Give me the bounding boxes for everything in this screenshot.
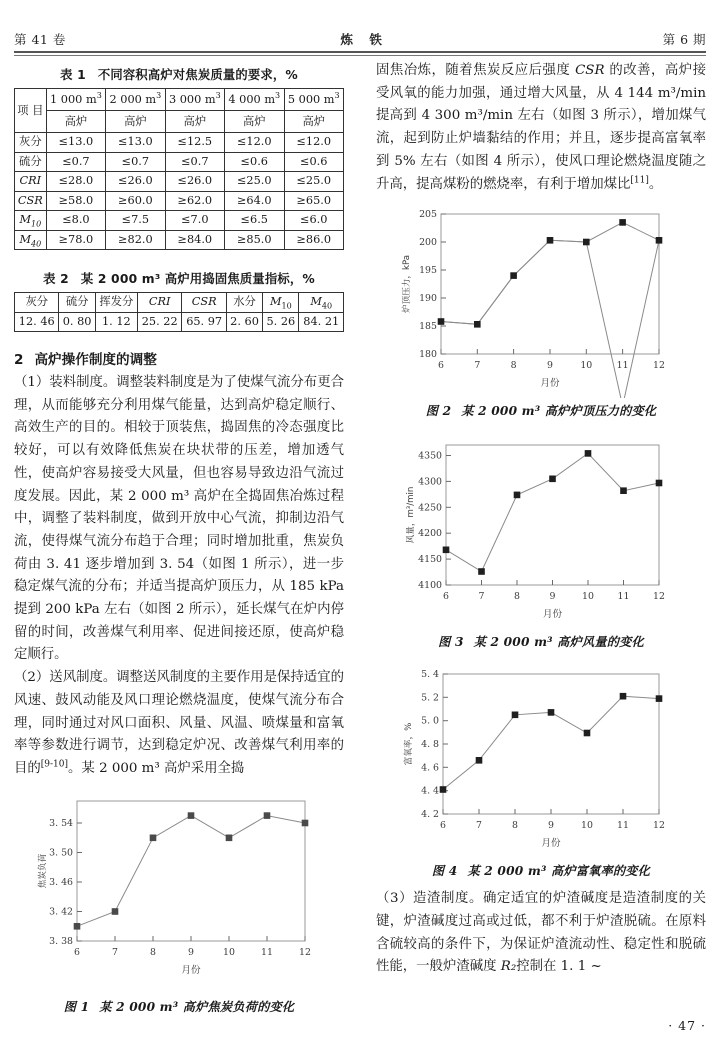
table1-body — [15, 89, 344, 250]
svg-text:9: 9 — [549, 591, 556, 603]
table1-header-row2 — [15, 111, 344, 133]
table1-row5-v2: ≥84.0 — [165, 230, 224, 250]
section-2-heading — [14, 349, 344, 372]
figure-3-chart — [391, 433, 691, 629]
svg-text:5. 4: 5. 4 — [421, 669, 439, 681]
svg-text:3. 46: 3. 46 — [49, 876, 73, 888]
right-paragraph-bottom — [376, 888, 706, 979]
table1-row0-v0: ≤13.0 — [46, 133, 105, 153]
table2-header-2: 挥发分 — [95, 293, 137, 313]
table1-header-sub3: 高炉 — [165, 111, 224, 133]
table1-header-item: 项 目 — [15, 89, 47, 133]
figure-1-chart — [29, 789, 329, 994]
svg-text:3. 38: 3. 38 — [49, 935, 73, 947]
figure-4-xlabel: 月份 — [541, 838, 561, 850]
table1-row1-v4: ≤0.6 — [284, 152, 344, 172]
figure-4-x-axis — [440, 809, 665, 831]
svg-text:6: 6 — [440, 820, 446, 832]
figure-4-label: 图 4 — [431, 864, 458, 879]
table2-caption — [14, 269, 344, 287]
figure-4-markers — [440, 693, 663, 793]
svg-text:4. 8: 4. 8 — [421, 739, 439, 751]
figure-2-y-axis — [419, 209, 446, 360]
svg-text:10: 10 — [223, 946, 235, 958]
svg-text:7: 7 — [474, 360, 481, 372]
table1-row4-v1: ≤7.5 — [106, 211, 165, 231]
svg-text:12: 12 — [653, 820, 665, 832]
header-rule-thick — [14, 51, 706, 53]
table2-caption-label: 表 2 — [43, 272, 69, 286]
right-bottom-a: （3）造渣制度。确定适宜的炉渣碱度是造渣制度的关键，炉渣碱度过高或过低，都不利于炉渣脱硫。在原料含硫较高的条件下，为保证炉渣流动性、稳定性和脱硫性能，一般炉渣碱度 — [376, 891, 706, 975]
figure-4-chart — [391, 662, 691, 858]
svg-text:7: 7 — [476, 820, 482, 832]
table2-value-1: 0. 80 — [59, 312, 95, 332]
figure-2-label: 图 2 — [425, 404, 452, 419]
figure-3-xlabel: 月份 — [542, 609, 563, 621]
svg-text:195: 195 — [419, 265, 437, 277]
figure-4-caption — [376, 862, 706, 879]
right-top-b: 的改善，高炉接受风氧的能力加强，通过增大风量，从 4 144 m³/min 提高到 4 300 m³/min 左右（如图 3 所示），增加煤气流，起到防止炉墙黏结的作用；并且，逐步提高富氧率到 5% 左右（如图 4 所示），使风口理论燃烧温度随之升高，提高煤粉的燃烧率，有利于增加煤比 — [376, 63, 706, 192]
table1-caption — [14, 65, 344, 83]
figure-2-chart — [391, 202, 691, 398]
svg-text:8: 8 — [514, 591, 520, 603]
left-column — [14, 60, 344, 1015]
table1-row2-v4: ≤25.0 — [284, 172, 344, 192]
table1-row3-v4: ≥65.0 — [284, 191, 344, 211]
svg-text:3. 50: 3. 50 — [49, 847, 73, 859]
table1-row5-v1: ≥82.0 — [106, 230, 165, 250]
para2-citation: [9-10] — [40, 759, 69, 770]
figure-1-x-axis — [74, 936, 311, 958]
table2 — [14, 292, 344, 332]
running-head-issue: 第 6 期 — [662, 32, 706, 47]
figure-2-caption — [376, 402, 706, 419]
running-head — [14, 26, 706, 48]
table2-value-6: 5. 26 — [263, 312, 299, 332]
table1-caption-text: 不同容积高炉对焦炭质量的要求，% — [97, 68, 298, 82]
table1-row3-item: CSR — [15, 191, 47, 211]
figure-3-markers — [443, 450, 663, 575]
svg-text:180: 180 — [419, 349, 437, 361]
svg-text:7: 7 — [478, 591, 485, 603]
figure-3-caption — [376, 633, 706, 650]
svg-text:4. 4: 4. 4 — [421, 785, 439, 797]
table1-row2-v1: ≤26.0 — [106, 172, 165, 192]
figure-1-caption — [14, 998, 344, 1015]
svg-text:12: 12 — [653, 591, 665, 603]
table-row — [15, 230, 344, 250]
header-rule-thin — [14, 55, 706, 56]
svg-text:11: 11 — [617, 591, 630, 603]
table2-value-2: 1. 12 — [95, 312, 137, 332]
svg-text:205: 205 — [419, 209, 437, 221]
table1-row1-v1: ≤0.7 — [106, 152, 165, 172]
table1-row4-v4: ≤6.0 — [284, 211, 344, 231]
figure-3-label: 图 3 — [438, 635, 464, 650]
table1-header-col2: 2 000 $m^3$ — [106, 89, 165, 111]
table-row — [15, 133, 344, 153]
svg-text:3. 54: 3. 54 — [49, 817, 73, 829]
right-top-a: 固焦冶炼，随着焦炭反应后强度 — [376, 63, 576, 78]
table1-row5-v3: ≥85.0 — [225, 230, 284, 250]
table2-header-0: 灰分 — [15, 293, 59, 313]
svg-text:4150: 4150 — [418, 554, 442, 566]
figure-2 — [376, 202, 706, 419]
svg-text:5. 0: 5. 0 — [421, 715, 439, 727]
svg-text:4350: 4350 — [418, 450, 442, 462]
figure-4-ylabel: 富氧率，% — [404, 722, 414, 766]
table2-value-0: 12. 46 — [15, 312, 59, 332]
right-top-c: 。 — [648, 176, 663, 192]
table-row — [15, 172, 344, 192]
table1-header-sub4: 高炉 — [225, 111, 284, 133]
figure-4-title: 某 2 000 m³ 高炉富氧率的变化 — [467, 864, 651, 879]
svg-text:7: 7 — [112, 946, 118, 958]
table1-header-sub1: 高炉 — [46, 111, 105, 133]
table-row — [15, 211, 344, 231]
table1-row3-v3: ≥64.0 — [225, 191, 284, 211]
table2-value-3: 25. 22 — [137, 312, 181, 332]
right-column — [376, 60, 706, 979]
figure-3-x-axis — [443, 580, 665, 602]
section-2-number: 2 — [14, 352, 24, 368]
section-2-paragraph-2 — [14, 667, 344, 781]
figure-3-ylabel: 风量，m³/min — [406, 486, 416, 544]
table2-header-3: CRI — [137, 293, 181, 313]
right-top-csr: CSR — [575, 63, 605, 78]
table1-header-sub5: 高炉 — [284, 111, 344, 133]
right-top-citation: [11] — [630, 175, 649, 186]
table1-row2-item: CRI — [15, 172, 47, 192]
table2-value-7: 84. 21 — [299, 312, 344, 332]
running-head-volume: 第 41 卷 — [14, 32, 66, 47]
svg-text:10: 10 — [582, 591, 594, 603]
svg-text:4100: 4100 — [418, 580, 442, 592]
svg-text:4300: 4300 — [418, 476, 442, 488]
running-head-journal: 炼 铁 — [340, 32, 388, 47]
table-row — [15, 152, 344, 172]
svg-text:9: 9 — [548, 820, 554, 832]
svg-text:4. 6: 4. 6 — [421, 762, 439, 774]
section-2-title: 高炉操作制度的调整 — [34, 352, 157, 368]
figure-2-markers — [438, 219, 663, 328]
svg-text:11: 11 — [261, 946, 273, 958]
para2-text-a: （2）送风制度。调整送风制度的主要作用是保持适宜的风速、鼓风动能及风口理论燃烧温度，使煤气流分布合理，同时通过对风口面积、风量、风温、喷煤量和富氧率等参数进行调节，达到稳定炉况、改善煤气利用率的目的 — [14, 670, 344, 776]
figure-1-markers — [74, 812, 309, 929]
right-bottom-r2: R₂ — [500, 959, 517, 975]
svg-text:11: 11 — [617, 820, 629, 832]
figure-2-xlabel: 月份 — [540, 378, 560, 390]
svg-text:5. 2: 5. 2 — [421, 692, 439, 704]
right-paragraph-top — [376, 60, 706, 196]
table1-row3-v0: ≥58.0 — [46, 191, 105, 211]
table1 — [14, 88, 344, 250]
table1-row4-item: $M_{10}$ — [15, 211, 47, 231]
table2-header-row — [15, 293, 344, 313]
section-2-block — [14, 349, 344, 781]
svg-text:8: 8 — [512, 820, 518, 832]
table2-value-4: 65. 97 — [182, 312, 226, 332]
table1-row1-v3: ≤0.6 — [225, 152, 284, 172]
table1-row5-item: $M_{40}$ — [15, 230, 47, 250]
table1-caption-label: 表 1 — [60, 68, 86, 82]
right-bottom-b: 控制在 1. 1 ~ — [516, 959, 602, 975]
table1-row5-v0: ≥78.0 — [46, 230, 105, 250]
table1-row3-v2: ≥62.0 — [165, 191, 224, 211]
section-2-paragraph-1: （1）装料制度。调整装料制度是为了使煤气流分布更合理，从而能够充分利用煤气能量，达到高炉稳定顺行、高效生产的目的。相较于顶装焦，捣固焦的冷态强度比较好，可以有效降低焦炭在块状带的压差，增加透气性，使高炉容易接受大风量，但也容易导致边沿气流过度发展。因此，某 2 000 m³ 高炉在全捣固焦冶炼过程中，调整了装料制度，做到开放中心气流，抑制边沿气流，使得煤气流分布趋于合理；同时增加批重，焦炭负荷由 3. 41 逐步增加到 3. 54（如图 1 所示），进一步稳定煤气流的分布；并适当提高炉顶压力，从 185 kPa 提到 200 kPa 左右（如图 2 所示），延长煤气在炉内停留的时间，改善煤气利用率、促进间接还原，使高炉稳定顺行。 — [14, 375, 344, 663]
figure-2-title: 某 2 000 m³ 高炉炉顶压力的变化 — [461, 404, 657, 419]
figure-2-series-line — [441, 241, 659, 399]
figure-1 — [14, 789, 344, 1015]
svg-text:8: 8 — [150, 946, 156, 958]
table-row — [15, 312, 344, 332]
svg-text:9: 9 — [188, 946, 194, 958]
figure-3-title: 某 2 000 m³ 高炉风量的变化 — [473, 635, 644, 650]
svg-text:185: 185 — [419, 321, 437, 333]
para2-text-b: 。某 2 000 m³ 高炉采用全捣 — [68, 760, 245, 776]
table1-row4-v2: ≤7.0 — [165, 211, 224, 231]
table1-header-row — [15, 89, 344, 111]
table1-row1-v0: ≤0.7 — [46, 152, 105, 172]
figure-3-series-line — [446, 454, 659, 572]
svg-text:4250: 4250 — [418, 502, 442, 514]
table1-row0-v4: ≤12.0 — [284, 133, 344, 153]
svg-text:8: 8 — [510, 360, 517, 372]
figure-1-xlabel: 月份 — [181, 964, 201, 976]
svg-text:200: 200 — [419, 237, 437, 249]
table1-row1-item: 硫分 — [15, 152, 47, 172]
table1-header-col5: 5 000 $m^3$ — [284, 89, 344, 111]
table2-block — [14, 269, 344, 332]
table1-row4-v0: ≤8.0 — [46, 211, 105, 231]
svg-text:12: 12 — [299, 946, 311, 958]
table2-value-5: 2. 60 — [226, 312, 262, 332]
figure-1-ylabel: 焦炭负荷 — [38, 853, 48, 888]
figure-4 — [376, 662, 706, 879]
svg-text:3. 42: 3. 42 — [49, 906, 73, 918]
svg-text:11: 11 — [616, 360, 629, 372]
svg-text:12: 12 — [653, 360, 665, 372]
figure-2-ylabel: 炉顶压力，kPa — [402, 255, 412, 314]
svg-text:10: 10 — [580, 360, 593, 372]
table2-caption-text: 某 2 000 m³ 高炉用捣固焦质量指标，% — [80, 272, 315, 286]
svg-text:190: 190 — [419, 293, 437, 305]
table1-row5-v4: ≥86.0 — [284, 230, 344, 250]
table2-body — [15, 293, 344, 332]
table2-header-7: $M_{40}$ — [299, 293, 344, 313]
page-number: · 47 · — [668, 1018, 706, 1033]
table1-block — [14, 65, 344, 250]
table1-row0-v3: ≤12.0 — [225, 133, 284, 153]
table1-row4-v3: ≤6.5 — [225, 211, 284, 231]
table1-row3-v1: ≥60.0 — [106, 191, 165, 211]
table1-row0-v2: ≤12.5 — [165, 133, 224, 153]
table1-row2-v0: ≤28.0 — [46, 172, 105, 192]
table1-row2-v3: ≤25.0 — [225, 172, 284, 192]
svg-text:6: 6 — [438, 360, 444, 372]
svg-text:4200: 4200 — [418, 528, 442, 540]
table1-header-col1: 1 000 $m^3$ — [46, 89, 105, 111]
table2-header-4: CSR — [182, 293, 226, 313]
table2-header-1: 硫分 — [59, 293, 95, 313]
svg-text:6: 6 — [443, 591, 449, 603]
figure-4-y-axis — [421, 669, 448, 820]
svg-text:6: 6 — [74, 946, 80, 958]
figure-1-series-line — [77, 815, 305, 926]
svg-text:9: 9 — [547, 360, 553, 372]
table1-row1-v2: ≤0.7 — [165, 152, 224, 172]
figure-1-title: 某 2 000 m³ 高炉焦炭负荷的变化 — [99, 999, 295, 1014]
table1-header-col4: 4 000 $m^3$ — [225, 89, 284, 111]
table1-row2-v2: ≤26.0 — [165, 172, 224, 192]
table2-header-6: $M_{10}$ — [263, 293, 299, 313]
table2-header-5: 水分 — [226, 293, 262, 313]
table1-header-sub2: 高炉 — [106, 111, 165, 133]
svg-text:10: 10 — [581, 820, 593, 832]
figure-3 — [376, 433, 706, 650]
table-row — [15, 191, 344, 211]
table1-row0-v1: ≤13.0 — [106, 133, 165, 153]
figure-1-label: 图 1 — [63, 999, 90, 1014]
table1-header-col3: 3 000 $m^3$ — [165, 89, 224, 111]
svg-text:4. 2: 4. 2 — [421, 809, 439, 821]
table1-row0-item: 灰分 — [15, 133, 47, 153]
